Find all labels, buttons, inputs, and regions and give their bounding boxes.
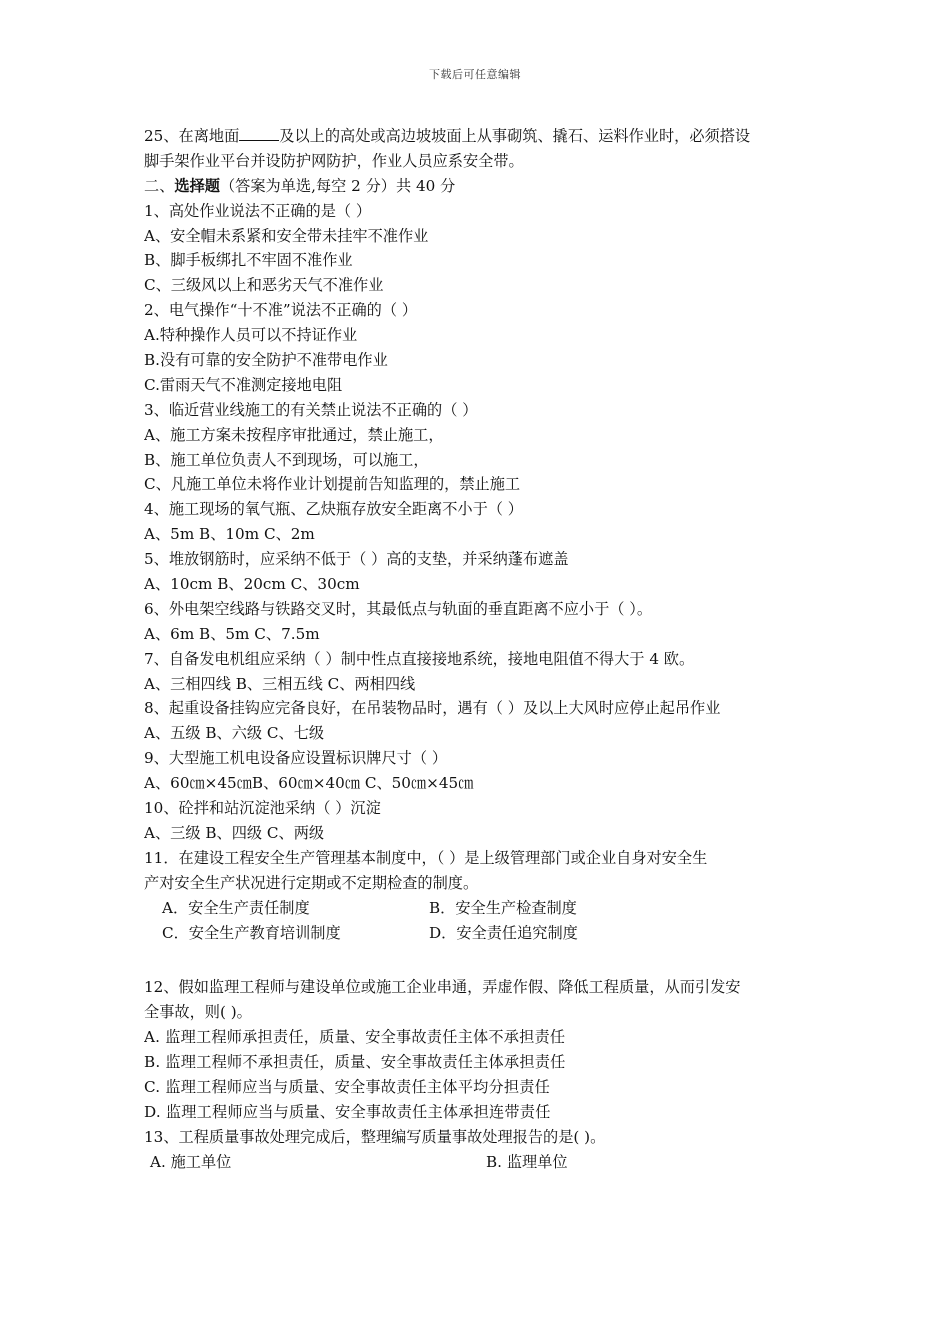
- option-a: A. 监理工程师承担责任，质量、安全事故责任主体不承担责任: [144, 1028, 566, 1047]
- text-line: 10、砼拌和站沉淀池采纳（ ）沉淀: [144, 799, 381, 818]
- question-11-options-row-1: [144, 896, 812, 921]
- section-title: 选择题: [174, 176, 220, 195]
- question-25-line-1: 25、在离地面 及以上的高处或高边坡坡面上从事砌筑、撬石、运料作业时，必须搭设: [144, 124, 812, 149]
- section-heading: 二、选择题（答案为单选,每空 2 分）共 40 分: [144, 176, 456, 195]
- option-c: C. 监理工程师应当与质量、安全事故责任主体平均分担责任: [144, 1077, 551, 1096]
- text-line: B、施工单位负责人不到现场，可以施工，: [144, 450, 429, 469]
- blank-spacer: [144, 945, 812, 975]
- page-header: 下载后可任意编辑: [429, 68, 521, 81]
- option-b: B. 监理单位: [486, 1152, 568, 1171]
- text-line: A、三级 B、四级 C、两级: [144, 823, 325, 842]
- text-line: 7、自备发电机组应采纳（ ）制中性点直接接地系统，接地电阻值不得大于 4 欧。: [144, 649, 695, 668]
- text-line: A、施工方案未按程序审批通过，禁止施工，: [144, 425, 444, 444]
- option-b: B. 监理工程师不承担责任，质量、安全事故责任主体承担责任: [144, 1053, 566, 1072]
- text-line: A、安全帽未系紧和安全带未挂牢不准作业: [144, 226, 429, 245]
- text-line: 8、起重设备挂钩应完备良好，在吊装物品时，遇有（ ）及以上大风时应停止起吊作业: [144, 699, 721, 718]
- text-line: A、10cm B、20cm C、30cm: [144, 575, 360, 594]
- text-line: 6、外电架空线路与铁路交叉时，其最低点与轨面的垂直距离不应小于（ ）。: [144, 599, 653, 618]
- question-11-options-row-2: [144, 921, 812, 946]
- text-line: 5、堆放钢筋时，应采纳不低于（ ）高的支垫，并采纳蓬布遮盖: [144, 550, 569, 569]
- text-line: C、凡施工单位未将作业计划提前告知监理的，禁止施工: [144, 475, 521, 494]
- document-body: [144, 124, 812, 1175]
- text-line: A、五级 B、六级 C、七级: [144, 724, 325, 743]
- option-c: C．安全生产教育培训制度: [162, 923, 341, 942]
- option-b: B．安全生产检查制度: [429, 898, 577, 917]
- question-25-line-2: 脚手架作业平台并设防护网防护，作业人员应系安全带。: [144, 151, 524, 170]
- text-line: B、脚手板绑扎不牢固不准作业: [144, 251, 353, 270]
- question-13-options-row: [144, 1150, 812, 1175]
- option-d: D. 监理工程师应当与质量、安全事故责任主体承担连带责任: [144, 1102, 551, 1121]
- question-13-line-1: 13、工程质量事故处理完成后，整理编写质量事故处理报告的是( )。: [144, 1127, 606, 1146]
- text-line: B.没有可靠的安全防护不准带电作业: [144, 351, 388, 370]
- question-11-line-2: 产对安全生产状况进行定期或不定期检查的制度。: [144, 873, 479, 892]
- text-line: 3、临近营业线施工的有关禁止说法不正确的（ ）: [144, 400, 478, 419]
- option-a: A. 施工单位: [150, 1152, 232, 1171]
- text-line: A.特种操作人员可以不持证作业: [144, 326, 358, 345]
- question-11-line-1: 11．在建设工程安全生产管理基本制度中，（ ）是上级管理部门或企业自身对安全生: [144, 848, 708, 867]
- text-line: A、60㎝×45㎝B、60㎝×40㎝ C、50㎝×45㎝: [144, 774, 474, 793]
- text-line: C、三级风以上和恶劣天气不准作业: [144, 276, 384, 295]
- question-12-line-2: 全事故，则( )。: [144, 1003, 252, 1022]
- option-a: A．安全生产责任制度: [162, 898, 310, 917]
- text-line: A、三相四线 B、三相五线 C、两相四线: [144, 674, 416, 693]
- text-line: A、6m B、5m C、7.5m: [144, 624, 320, 643]
- question-12-line-1: 12、假如监理工程师与建设单位或施工企业串通，弄虚作假、降低工程质量，从而引发安: [144, 978, 741, 997]
- text-line: 4、施工现场的氧气瓶、乙炔瓶存放安全距离不小于（ ）: [144, 500, 523, 519]
- text-line: C.雷雨天气不准测定接地电阻: [144, 375, 343, 394]
- text-line: 9、大型施工机电设备应设置标识牌尺寸（ ）: [144, 749, 448, 768]
- option-d: D．安全责任追究制度: [429, 923, 578, 942]
- fill-blank: [239, 124, 279, 141]
- text-line: 2、电气操作“十不准”说法不正确的（ ）: [144, 301, 418, 320]
- text-line: A、5m B、10m C、2m: [144, 525, 315, 544]
- text-line: 1、高处作业说法不正确的是（ ）: [144, 201, 372, 220]
